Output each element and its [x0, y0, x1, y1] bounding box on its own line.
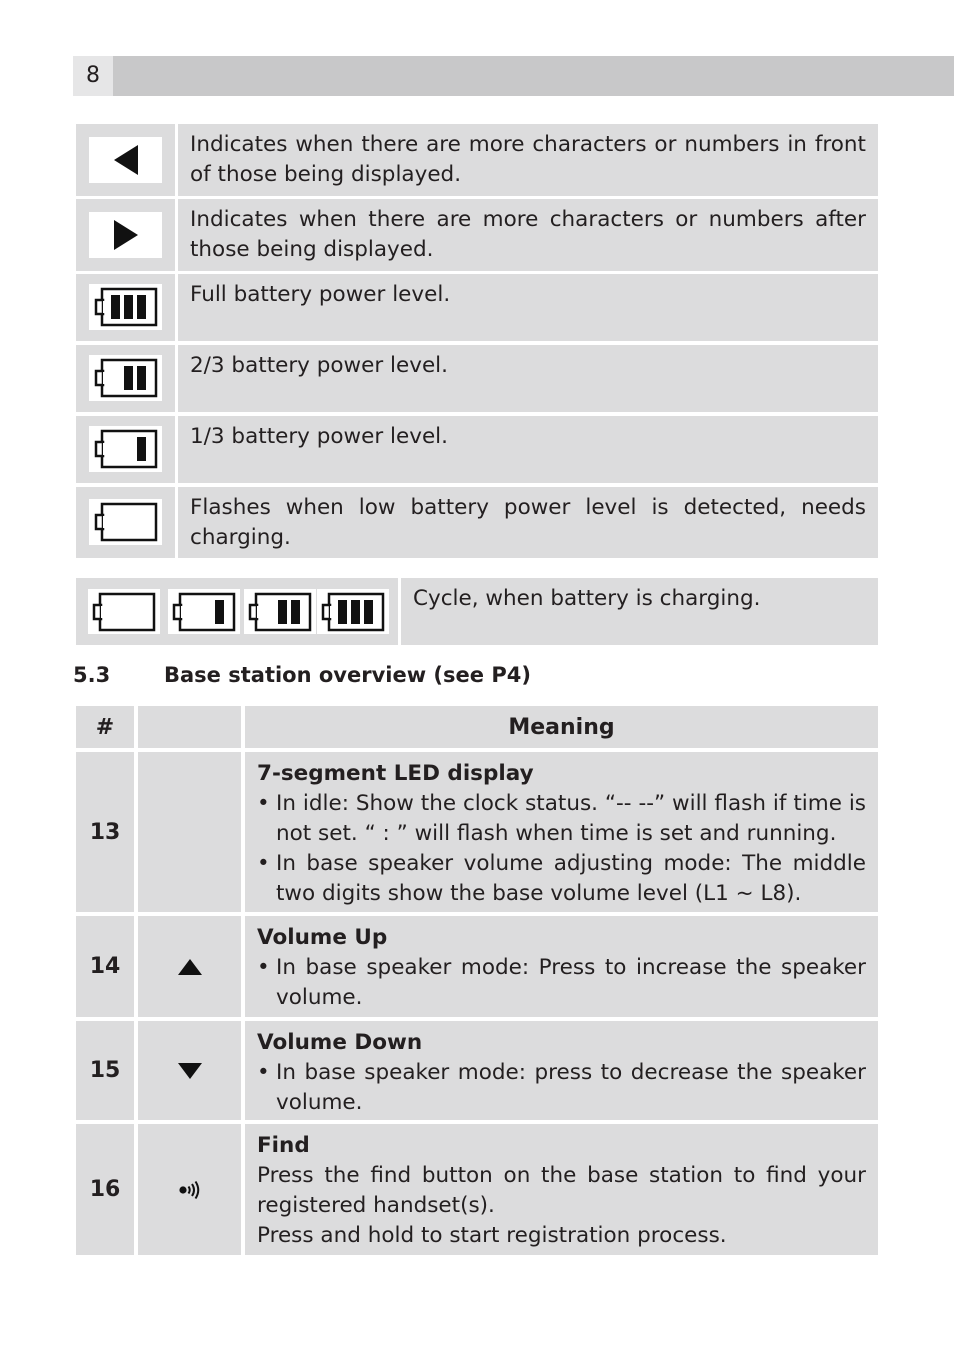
bullet-dot: •	[257, 1060, 270, 1085]
page-number: 8	[73, 56, 113, 96]
row-title: Volume Up	[257, 925, 388, 950]
table-cell-icon	[138, 752, 241, 912]
bullet-dot: •	[257, 851, 270, 876]
battery-full-icon	[89, 284, 162, 330]
section-title: Base station overview (see P4)	[164, 663, 531, 687]
icon-row-right-arrow	[76, 199, 878, 271]
icon-row-text: 1/3 battery power level.	[178, 416, 878, 483]
icon-row-battery-two-thirds	[76, 345, 878, 412]
bullet-dot: •	[257, 791, 270, 816]
bullet-item	[257, 953, 866, 1013]
table-cell-number: 15	[76, 1021, 134, 1120]
table-cell-meaning	[245, 1124, 878, 1255]
icon-row-text: 2/3 battery power level.	[178, 345, 878, 412]
bullet-item	[257, 789, 866, 849]
table-header-number: #	[76, 706, 134, 748]
bullet-item	[257, 849, 866, 909]
icon-cell	[76, 274, 175, 341]
icon-row-text: Full battery power level.	[178, 274, 878, 341]
table-cell-number: 13	[76, 752, 134, 912]
table-cell-meaning	[245, 1021, 878, 1120]
icon-cell	[76, 345, 175, 412]
charging-icons-cell	[76, 578, 398, 645]
table-cell-icon	[138, 916, 241, 1017]
icon-row-text: Indicates when there are more characters or numbers in front of those being displayed.	[178, 124, 878, 196]
icon-cell	[76, 124, 175, 196]
bullet-text: In base speaker volume adjusting mode: The middle two digits show the base volume level (L1 ~ L8).	[276, 851, 866, 906]
header-bar	[73, 56, 954, 96]
find-description: Press the find button on the base station to find your registered handset(s).	[257, 1163, 866, 1218]
bullet-text: In idle: Show the clock status. “-- --” will flash if time is not set. “ : ” will flash when time is set and running.	[276, 791, 866, 846]
battery-empty-icon	[88, 589, 160, 634]
icon-row-battery-full	[76, 274, 878, 341]
bullet-dot: •	[257, 955, 270, 980]
table-cell-meaning	[245, 752, 878, 912]
table-cell-icon	[138, 1021, 241, 1120]
row-title: 7-segment LED display	[257, 761, 534, 786]
bullet-text: In base speaker mode: Press to increase the speaker volume.	[276, 955, 866, 1010]
battery-two-thirds-icon	[244, 589, 316, 634]
battery-empty-icon	[89, 499, 162, 545]
battery-one-third-icon	[168, 589, 240, 634]
icon-row-left-arrow	[76, 124, 878, 196]
icon-row-text: Indicates when there are more characters or numbers after those being displayed.	[178, 199, 878, 271]
table-header-icon	[138, 706, 241, 748]
bullet-text: In base speaker mode: press to decrease the speaker volume.	[276, 1060, 866, 1115]
icon-cell	[76, 416, 175, 483]
find-signal-icon	[178, 1180, 202, 1200]
charging-text: Cycle, when battery is charging.	[401, 578, 878, 645]
icon-row-text: Flashes when low battery power level is detected, needs charging.	[178, 487, 878, 558]
battery-full-icon	[317, 589, 389, 634]
battery-one-third-icon	[89, 426, 162, 472]
icon-row-battery-one-third	[76, 416, 878, 483]
table-cell-meaning	[245, 916, 878, 1017]
table-cell-icon	[138, 1124, 241, 1255]
triangle-down-icon	[177, 1062, 203, 1080]
table-header-meaning: Meaning	[245, 706, 878, 748]
row-title: Find	[257, 1133, 310, 1158]
icon-row-battery-empty	[76, 487, 878, 558]
section-number: 5.3	[73, 663, 111, 687]
find-registration-note: Press and hold to start registration process.	[257, 1223, 727, 1248]
right-arrow-icon	[89, 212, 162, 258]
bullet-item	[257, 1058, 866, 1118]
row-title: Volume Down	[257, 1030, 423, 1055]
triangle-up-icon	[177, 958, 203, 976]
table-cell-number: 16	[76, 1124, 134, 1255]
battery-two-thirds-icon	[89, 355, 162, 401]
icon-cell	[76, 487, 175, 558]
left-arrow-icon	[89, 137, 162, 183]
icon-cell	[76, 199, 175, 271]
table-cell-number: 14	[76, 916, 134, 1017]
charging-row	[76, 578, 878, 645]
